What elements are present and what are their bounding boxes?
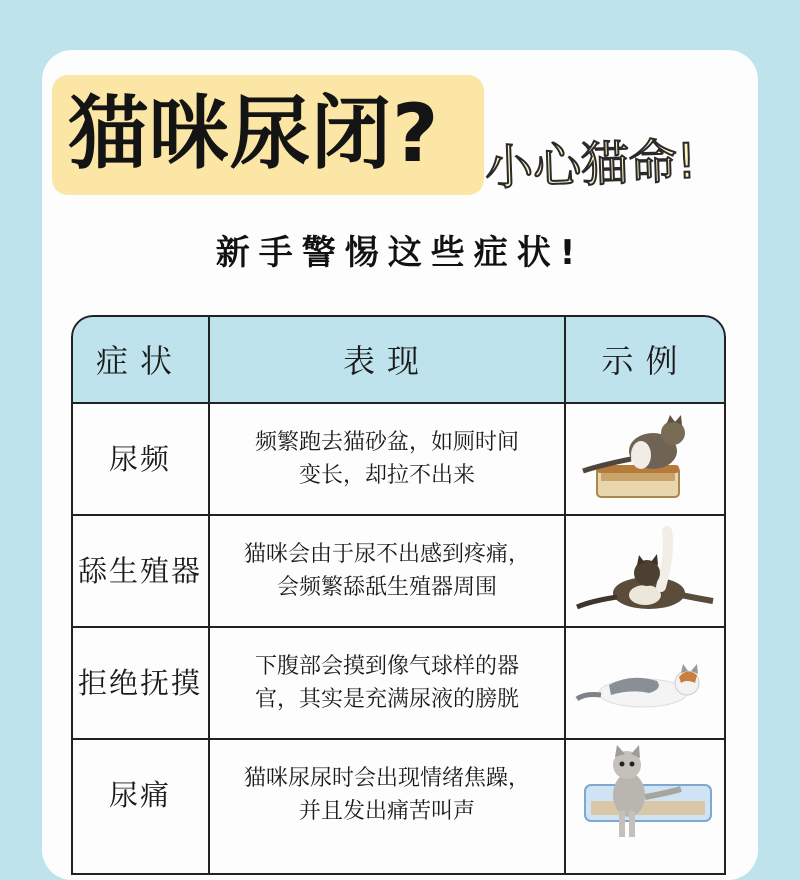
description-cell: 猫咪会由于尿不出感到疼痛， 会频繁舔舐生殖器周围	[243, 542, 530, 600]
row-divider	[71, 738, 726, 740]
column-divider	[208, 315, 210, 875]
symptom-table	[71, 315, 726, 875]
row-divider	[71, 402, 726, 404]
row-divider	[71, 626, 726, 628]
section-heading: 新手警惕这些症状!	[215, 233, 585, 273]
description-cell: 频繁跑去猫砂盆，如厕时间 变长，却拉不出来	[254, 430, 519, 488]
symptom-cell: 尿频	[108, 442, 171, 476]
row-divider	[71, 514, 726, 516]
header-example: 示例	[601, 342, 690, 380]
page-title: 猫咪尿闭?	[68, 87, 440, 180]
symptom-cell: 拒绝抚摸	[77, 666, 202, 700]
column-divider	[564, 315, 566, 875]
symptom-cell: 舔生殖器	[77, 554, 202, 588]
warning-subtitle: 小心猫命!	[484, 133, 698, 197]
description-cell: 下腹部会摸到像气球样的器 官，其实是充满尿液的膀胱	[254, 654, 519, 712]
description-cell: 猫咪尿尿时会出现情绪焦躁， 并且发出痛苦叫声	[243, 766, 530, 824]
header-manifestation: 表现	[342, 342, 431, 380]
table-border	[71, 315, 726, 875]
symptom-cell: 尿痛	[108, 778, 171, 812]
header-symptom: 症状	[95, 342, 184, 380]
